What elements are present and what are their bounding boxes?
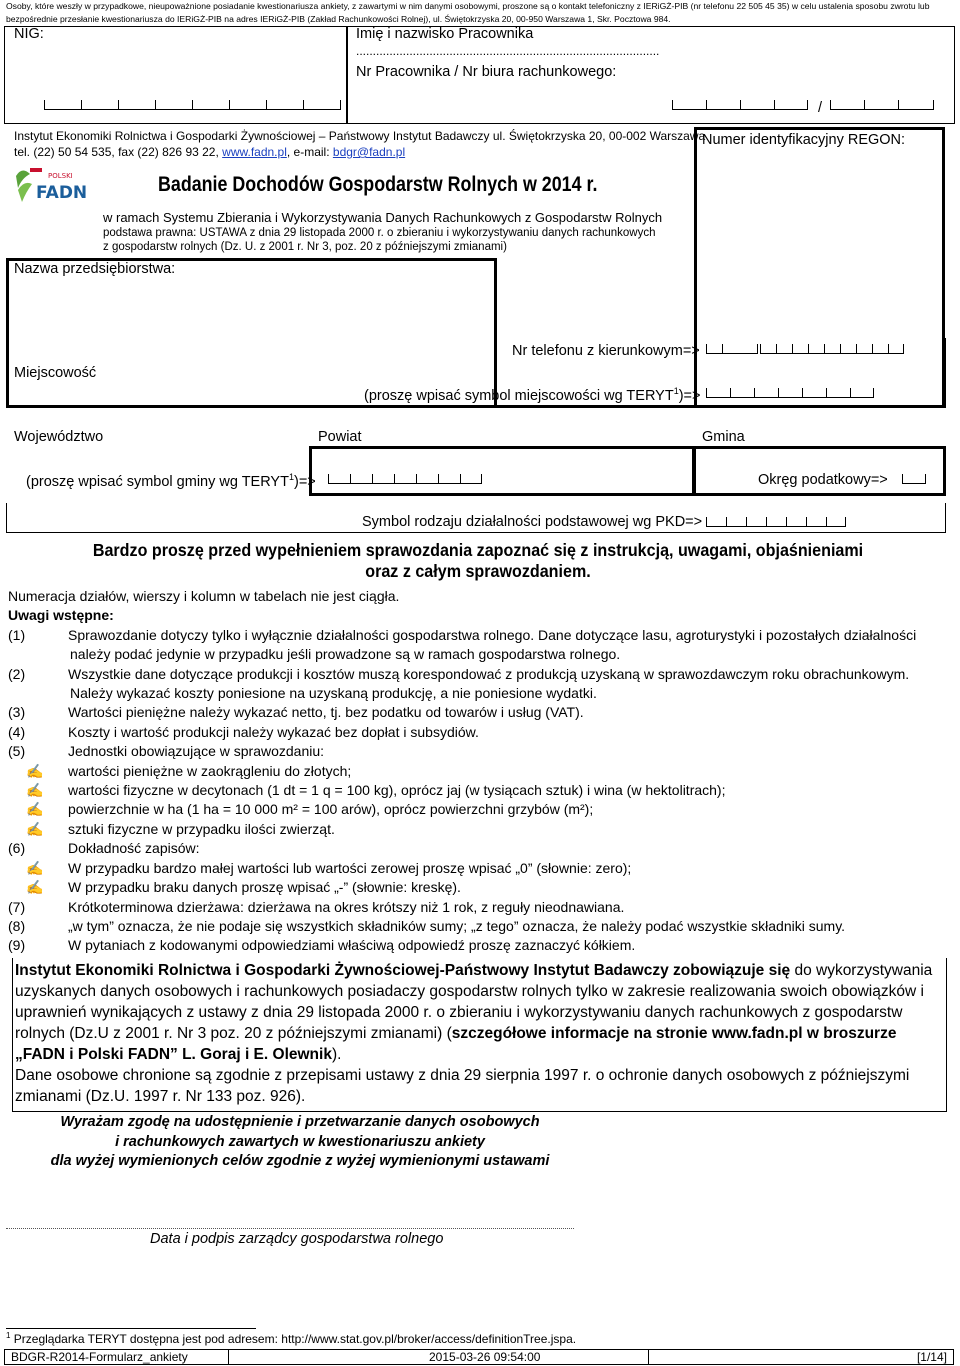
teryt-commune-text: (proszę wpisać symbol gminy wg TERYT xyxy=(26,473,289,490)
worker-number-input[interactable] xyxy=(672,98,808,110)
list-item xyxy=(8,742,948,761)
footnote xyxy=(6,1331,576,1346)
list-item xyxy=(8,839,948,858)
list-item xyxy=(8,936,948,955)
legal-basis: podstawa prawna: USTAWA z dnia 29 listopada 2000 r. o zbieraniu i wykorzystywaniu danych rachunkowych z gospodarstw rolnych (Dz. U. z 2001 r. Nr 3, poz. 20 z późniejszymi zmianami) xyxy=(103,227,656,253)
consent-line: Wyrażam zgodę na udostępnienie i przetwarzanie danych osobowych xyxy=(60,1114,540,1130)
tax-district-label: Okręg podatkowy=> xyxy=(758,472,888,488)
numbering-note: Numeracja działów, wierszy i kolumn w tabelach nie jest ciągła. xyxy=(8,588,400,604)
institute-phone: tel. (22) 50 54 535, fax (22) 826 93 22, xyxy=(14,145,219,159)
logo-text: FADN xyxy=(36,183,88,203)
footnote-divider xyxy=(6,1328,256,1329)
regon-label: Numer identyfikacyjny REGON: xyxy=(702,132,906,148)
pkd-input[interactable] xyxy=(706,515,846,527)
instructions-heading: Bardzo proszę przed wypełnieniem sprawozdania zapoznać się z instrukcją, uwagami, objaśnieniami xyxy=(92,540,864,560)
unit-text: wartości fizyczne w decytonach (1 dt = 1 q = 100 kg), oprócz jaj (w tysiącach sztuk) i wina (w hektolitrach); xyxy=(68,782,726,799)
consent-line: i rachunkowych zawartych w kwestionariuszu ankiety xyxy=(115,1133,485,1150)
teryt-commune-label xyxy=(26,472,316,490)
slash-separator: / xyxy=(818,100,823,116)
worker-name-field[interactable]: ........................................................................................... xyxy=(356,44,660,58)
phone-input-2[interactable] xyxy=(760,342,904,354)
unit-text: wartości pieniężne w zaokrągleniu do złotych; xyxy=(68,762,352,779)
item-number: (4) xyxy=(8,723,26,740)
item-text: Sprawozdanie dotyczy tylko i wyłącznie działalności gospodarstwa rolnego. Dane dotyczące lasu, agroturystyki i pozostałych działalności xyxy=(68,626,917,643)
item-text: Jednostki obowiązujące w sprawozdaniu: xyxy=(68,743,325,760)
list-item xyxy=(8,723,948,742)
item-number: (8) xyxy=(8,917,26,934)
teryt-place-text: (proszę wpisać symbol miejscowości wg TERYT xyxy=(364,387,674,404)
item-number: (2) xyxy=(8,665,26,682)
accuracy-item xyxy=(8,878,948,897)
timestamp: 2015-03-26 09:54:00 xyxy=(229,1350,649,1364)
policy-text-3: Dane osobowe chronione są zgodnie z przepisami ustawy z dnia 29 sierpnia 1997 r. o ochronie danych osobowych z późniejszymi zmianami (Dz.U. 1997 r. Nr 133 poz. 926). xyxy=(15,1067,910,1105)
pencil-icon: ✍ xyxy=(26,801,44,818)
data-policy xyxy=(12,958,947,1112)
teryt-place-input[interactable] xyxy=(706,386,874,398)
policy-text-1: do wykorzystywania uzyskanych danych osobowych i rachunkowych posiadaczy gospodarstw rolnych tylko w zakresie realizowania swoich obowiązków i uprawnień wynikających z ustawy z dnia 29 listopada 2000 r. o zbieraniu i wykorzystywaniu danych rachunkowych z gospodarstw rolnych (Dz.U z 2001 r. Nr 3 poz. 20 z późniejszymi zmianami) ( xyxy=(15,962,933,1042)
item-text: Krótkoterminowa dzierżawa: dzierżawa na okres krótszy niż 1 rok, z reguły nieodnawiana. xyxy=(68,898,625,915)
accuracy-text: W przypadku bardzo małej wartości lub wartości zerowej proszę wpisać „0” (słownie: zero); xyxy=(68,859,632,876)
page-title: Badanie Dochodów Gospodarstw Rolnych w 2014 r. xyxy=(158,173,598,196)
consent-statement xyxy=(40,1113,560,1172)
policy-bold-2: szczegółowe informacje na stronie www.fadn.pl w broszurze „FADN i Polski FADN” L. Goraj i E. Olewnik xyxy=(15,1025,897,1063)
voivodeship-label: Województwo xyxy=(14,429,104,445)
list-item xyxy=(8,665,948,684)
unit-item xyxy=(8,762,948,781)
list-item xyxy=(8,626,948,645)
item-number: (6) xyxy=(8,840,26,857)
list-item xyxy=(8,703,948,722)
instructions xyxy=(8,540,948,956)
item-text: Dokładność zapisów: xyxy=(68,840,200,857)
company-name-label: Nazwa przedsiębiorstwa: xyxy=(14,261,176,277)
instructions-heading-2: oraz z całym sprawozdaniem. xyxy=(365,561,591,581)
phone-label: Nr telefonu z kierunkowym=> xyxy=(512,343,700,359)
item-continuation: Należy wykazać koszty poniesione na uzyskaną produkcję, a nie poniesione wydatki. xyxy=(70,685,597,702)
email-prefix: , e-mail: xyxy=(286,145,330,159)
accuracy-text: W przypadku braku danych proszę wpisać „-” (słownie: kreskę). xyxy=(68,879,461,896)
website-link[interactable]: www.fadn.pl xyxy=(222,145,287,159)
teryt-place-label xyxy=(364,386,700,404)
place-label: Miejscowość xyxy=(14,365,97,381)
teryt-commune-arrow: )=> xyxy=(293,473,316,490)
item-number: (1) xyxy=(8,626,26,643)
commune-label: Gmina xyxy=(702,429,745,445)
email-link[interactable]: bdgr@fadn.pl xyxy=(332,145,406,159)
item-number: (5) xyxy=(8,743,26,760)
pencil-icon: ✍ xyxy=(26,879,44,896)
signature-field[interactable] xyxy=(6,1228,574,1229)
nig-label: NIG: xyxy=(14,26,44,42)
subtitle: w ramach Systemu Zbierania i Wykorzystywania Danych Rachunkowych z Gospodarstw Rolnych xyxy=(103,210,663,225)
worker-name-label: Imię i nazwisko Pracownika xyxy=(356,26,534,42)
item-number: (3) xyxy=(8,704,26,721)
pencil-icon: ✍ xyxy=(26,782,44,799)
page-number: [1/14] xyxy=(916,1350,947,1364)
list-item xyxy=(8,898,948,917)
phone-input[interactable] xyxy=(706,342,758,354)
footnote-ref-2: 1 xyxy=(288,472,294,482)
fadn-logo-icon xyxy=(12,164,88,212)
institute-address: Instytut Ekonomiki Rolnictwa i Gospodarki Żywnościowej – Państwowy Instytut Badawczy ul. Świętokrzyska 20, 00-002 Warszawa xyxy=(14,129,706,143)
office-number-input[interactable] xyxy=(830,98,934,110)
list-item xyxy=(8,917,948,936)
form-id: BDGR-R2014-Formularz_ankiety xyxy=(5,1350,229,1364)
unit-text: sztuki fizyczne w przypadku ilości zwierząt. xyxy=(68,820,335,837)
nig-input[interactable] xyxy=(44,98,341,110)
tax-district-input[interactable] xyxy=(902,472,926,484)
teryt-place-arrow: )=> xyxy=(678,387,701,404)
county-label: Powiat xyxy=(318,429,362,445)
consent-line: dla wyżej wymienionych celów zgodnie z wyżej wymienionymi ustawami xyxy=(50,1153,550,1169)
teryt-commune-input[interactable] xyxy=(328,472,482,484)
item-text: Wszystkie dane dotyczące produkcji i kosztów muszą korespondować z produkcją uzyskaną w sprawozdawczym roku obrachunkowym. xyxy=(68,665,910,682)
remarks-title: Uwagi wstępne: xyxy=(8,607,114,624)
worker-number-label: Nr Pracownika / Nr biura rachunkowego: xyxy=(356,64,617,80)
institute-contact xyxy=(14,145,405,159)
commune-box xyxy=(693,446,946,496)
policy-text-2: ). xyxy=(331,1046,342,1063)
footnote-ref: 1 xyxy=(673,386,679,396)
item-text: W pytaniach z kodowanymi odpowiedziami właściwą odpowiedź proszę zaznaczyć kółkiem. xyxy=(68,937,636,954)
footnote-text: Przeglądarka TERYT dostępna jest pod adresem: http://www.stat.gov.pl/broker/access/definitionTree.jspa. xyxy=(10,1332,577,1346)
unit-text: powierzchnie w ha (1 ha = 10 000 m² = 100 arów), oprócz powierzchni grzybów (m²); xyxy=(68,801,594,818)
page-footer xyxy=(4,1349,954,1365)
pkd-label: Symbol rodzaju działalności podstawowej wg PKD=> xyxy=(362,514,703,530)
pencil-icon: ✍ xyxy=(26,859,44,876)
accuracy-item xyxy=(8,859,948,878)
footnote-mark: 1 xyxy=(6,1331,11,1340)
item-number: (9) xyxy=(8,937,26,954)
unit-item xyxy=(8,781,948,800)
item-continuation: należy podać jedynie w przypadku jeśli prowadzone są w ramach gospodarstwa rolnego. xyxy=(70,646,621,663)
privacy-notice: Osoby, które weszły w przypadkowe, nieupoważnione posiadanie kwestionariusza ankiety, z zawartymi w nim danymi osobowymi, proszone są o kontakt telefoniczny z IERiGŻ-PIB (nr telefonu 22 505 45 35) w celu ustalenia sposobu zwrotu lub bezpośrednie przesłanie kwestionariusza do IERiGŻ-PIB na adres IERiGŻ-PIB (Zakład Rachunkowości Rolnej), ul. Świętokrzyska 20, 00-950 Warszawa 1, Skr. Pocztowa 984. xyxy=(6,1,930,24)
signature-label: Data i podpis zarządcy gospodarstwa rolnego xyxy=(150,1231,444,1247)
county-box xyxy=(309,446,695,496)
unit-item xyxy=(8,820,948,839)
pencil-icon: ✍ xyxy=(26,820,44,837)
item-text: „w tym” oznacza, że nie podaje się wszystkich składników sumy; „z tego” oznacza, że należy podać wszystkie składniki sumy. xyxy=(68,917,846,934)
unit-item xyxy=(8,800,948,819)
pencil-icon: ✍ xyxy=(26,762,44,779)
item-text: Koszty i wartość produkcji należy wykazać bez dopłat i subsydiów. xyxy=(68,723,479,740)
item-number: (7) xyxy=(8,898,26,915)
policy-bold-1: Instytut Ekonomiki Rolnictwa i Gospodarki Żywnościowej-Państwowy Instytut Badawczy zobowiązuje się xyxy=(15,962,791,979)
logo-small-text: POLSKI xyxy=(48,172,73,180)
item-text: Wartości pieniężne należy wykazać netto, tj. bez podatku od towarów i usług (VAT). xyxy=(68,704,584,721)
